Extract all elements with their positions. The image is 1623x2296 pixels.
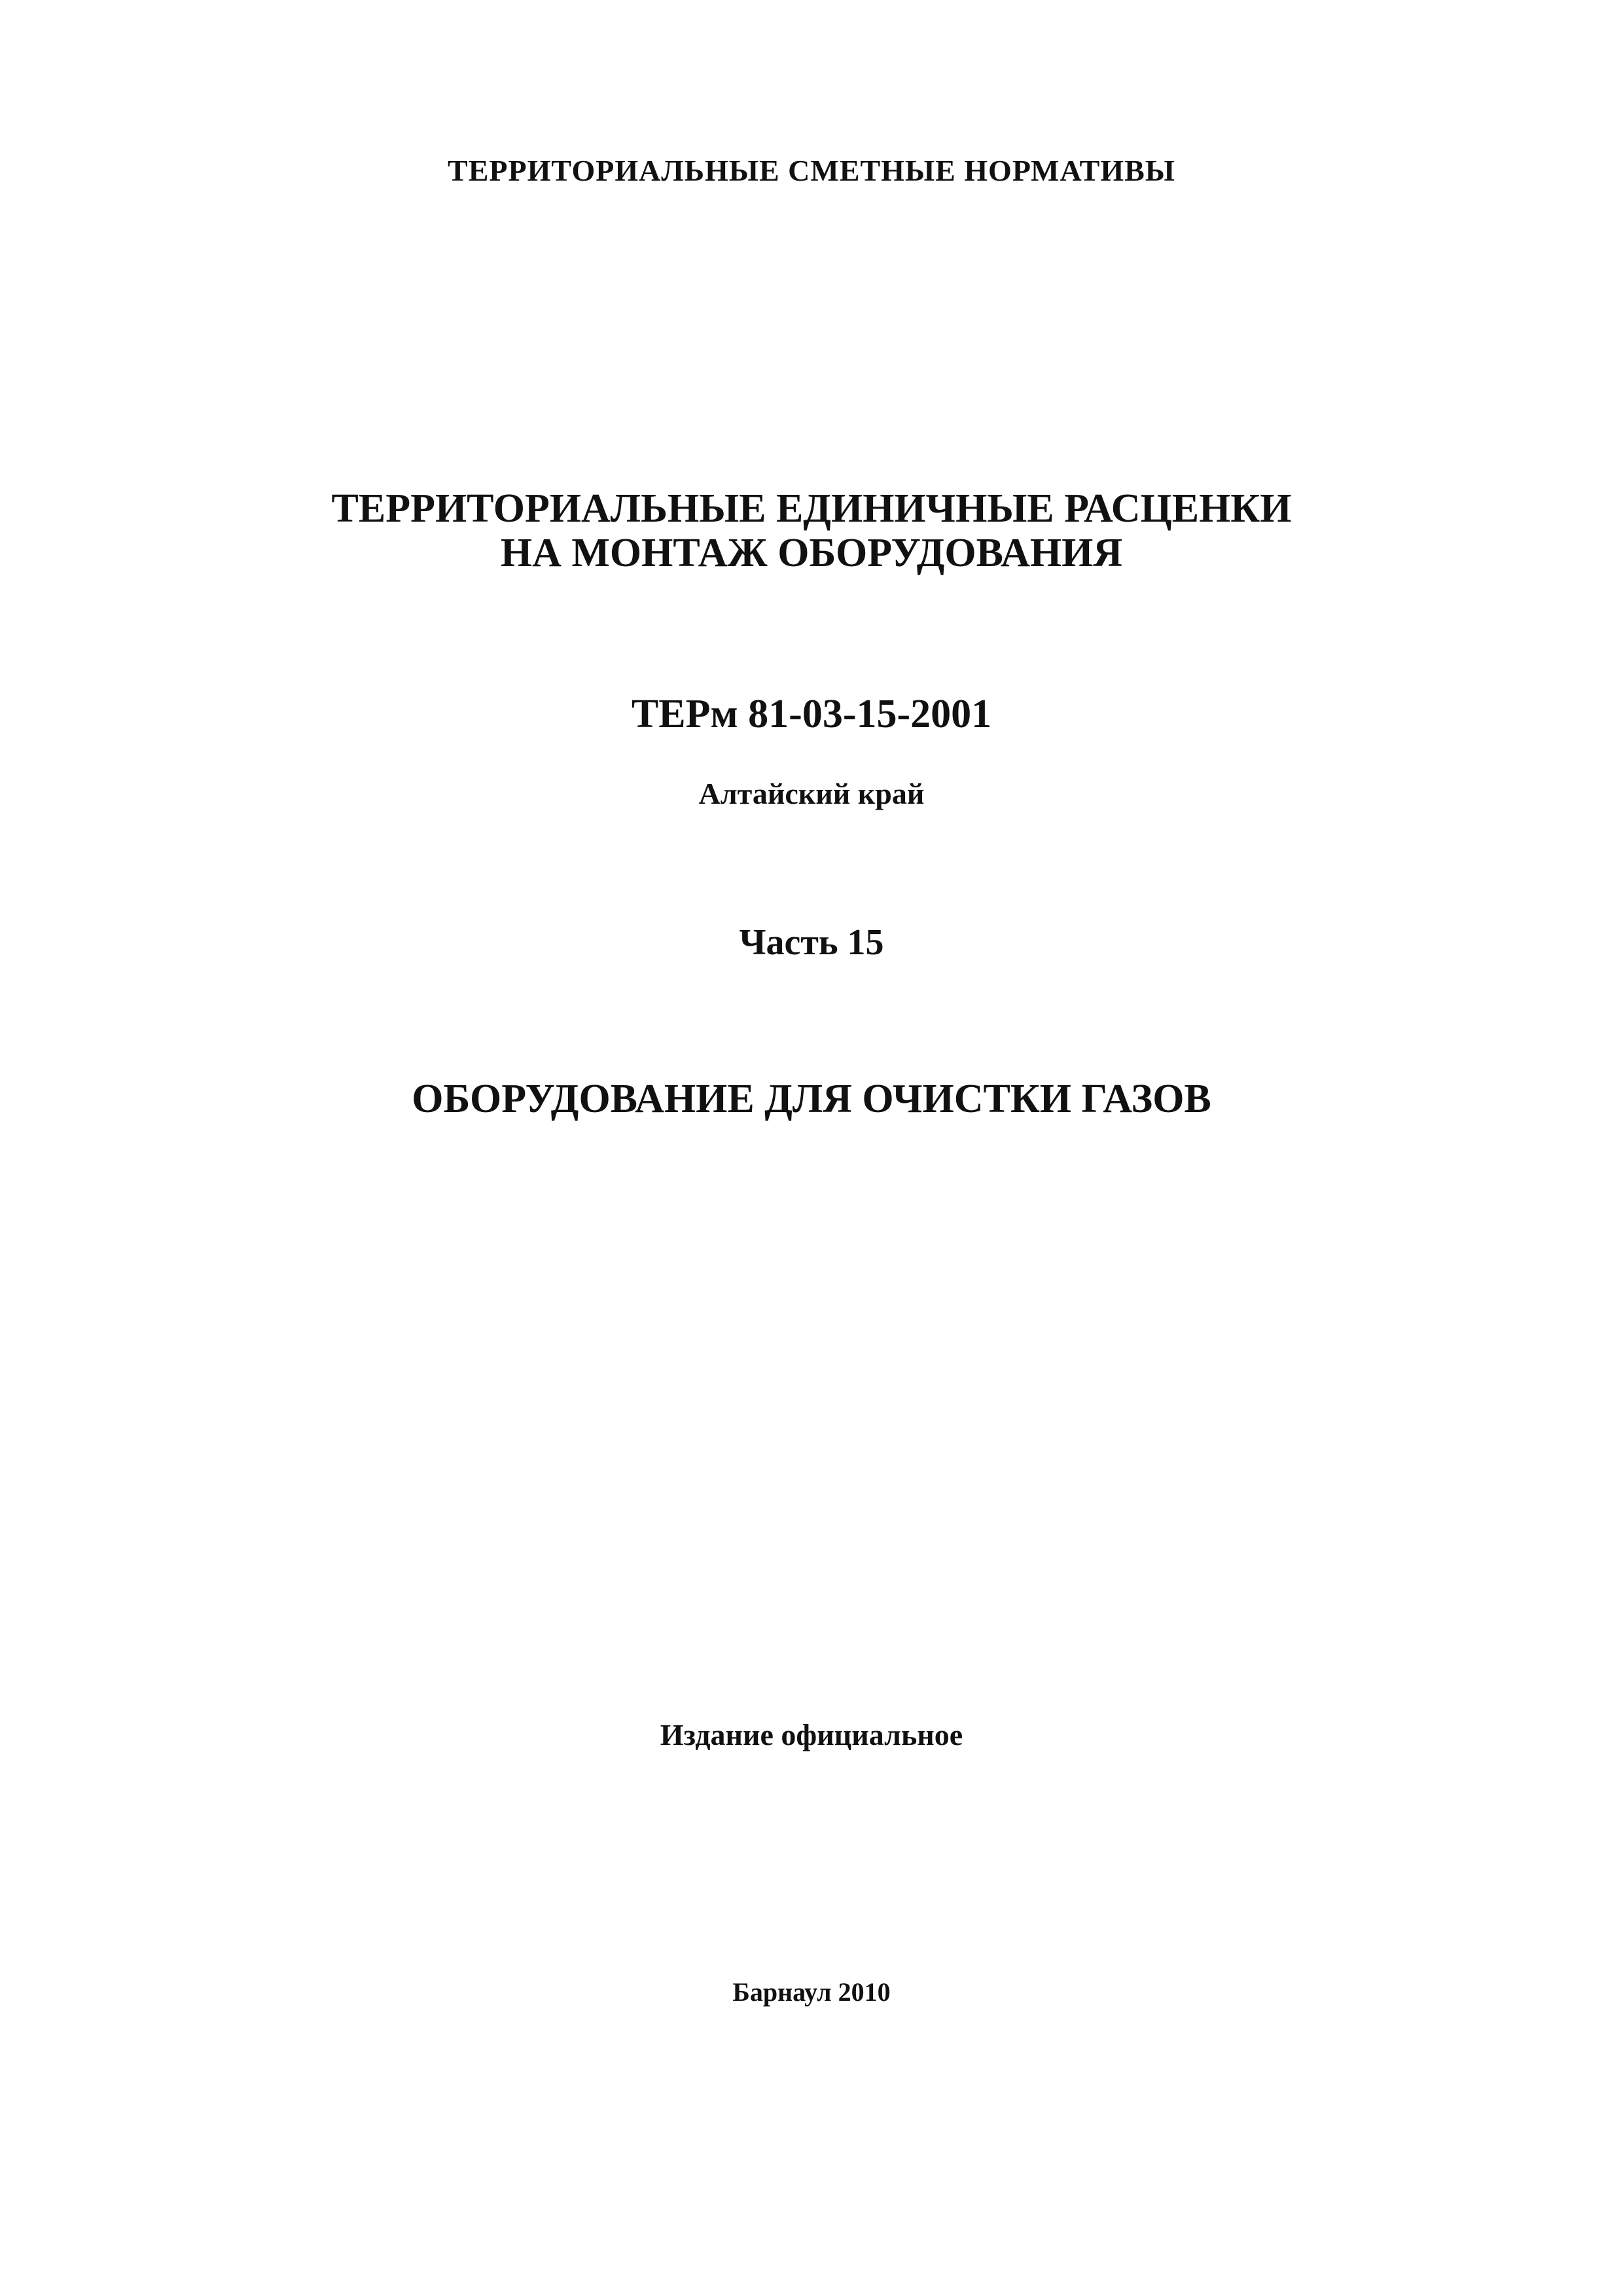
edition-note: Издание официальное xyxy=(660,1718,963,1751)
region-name: Алтайский край xyxy=(698,777,925,810)
part-number: Часть 15 xyxy=(739,922,884,963)
document-title-line-2: НА МОНТАЖ ОБОРУДОВАНИЯ xyxy=(500,531,1123,575)
series-heading: ТЕРРИТОРИАЛЬНЫЕ СМЕТНЫЕ НОРМАТИВЫ xyxy=(448,154,1175,187)
part-subject: ОБОРУДОВАНИЕ ДЛЯ ОЧИСТКИ ГАЗОВ xyxy=(412,1077,1211,1121)
document-code: ТЕРм 81-03-15-2001 xyxy=(631,692,992,736)
document-title-line-1: ТЕРРИТОРИАЛЬНЫЕ ЕДИНИЧНЫЕ РАСЦЕНКИ xyxy=(331,486,1292,531)
place-and-year: Барнаул 2010 xyxy=(732,1977,891,2007)
